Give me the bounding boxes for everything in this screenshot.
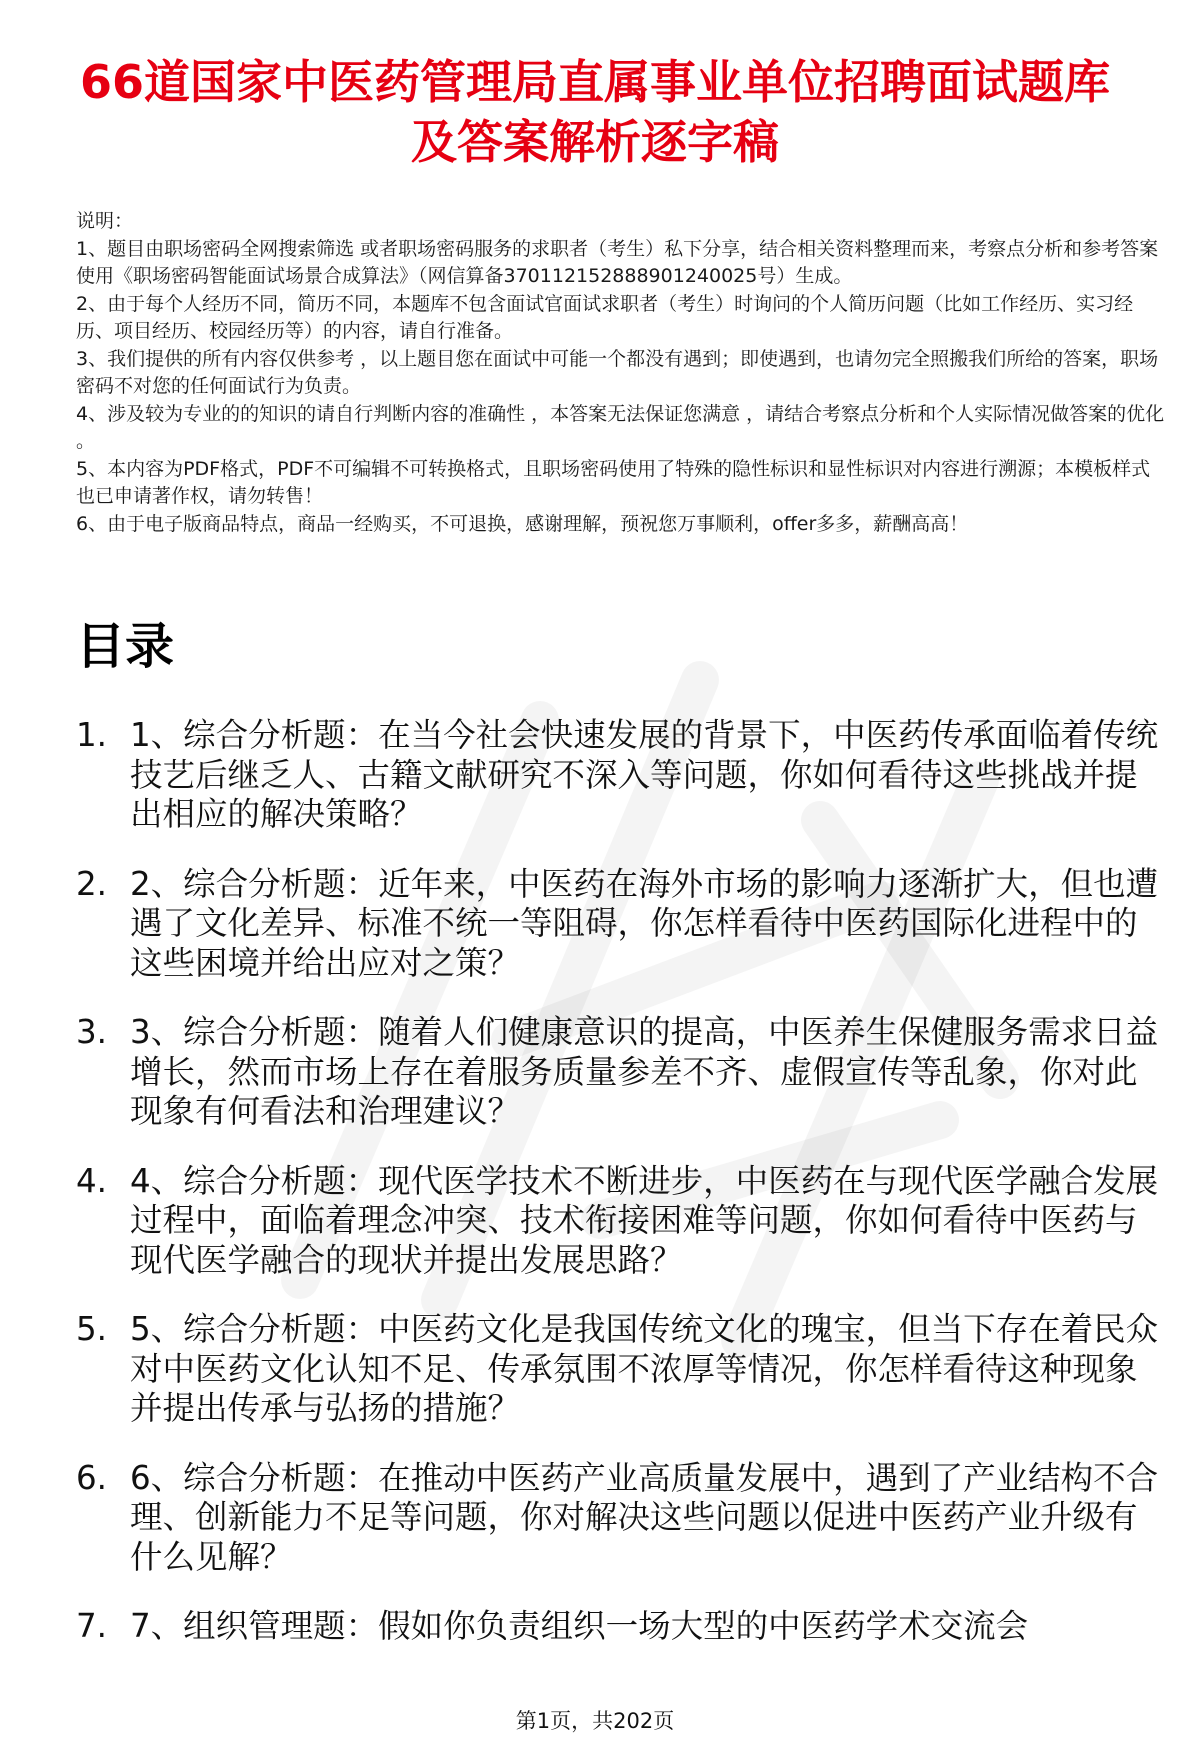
page-footer: 第1页，共202页 (515, 1709, 675, 1733)
toc-item[interactable] (76, 1162, 1166, 1281)
document-title: 66道国家中医药管理局直属事业单位招聘面试题库及答案解析逐字稿 (79, 55, 1110, 169)
note-item: 2、由于每个人经历不同，简历不同，本题库不包含面试官面试求职者（考生）时询问的个人简历问题（比如工作经历、实习经历、项目经历、校园经历等）的内容，请自行准备。 (76, 292, 1134, 342)
table-of-contents (76, 716, 1166, 1677)
toc-item-text: 2、综合分析题：近年来，中医药在海外市场的影响力逐渐扩大，但也遭遇了文化差异、标准不统一等阻碍，你怎样看待中医药国际化进程中的这些困境并给出应对之策？ (130, 864, 1159, 982)
toc-heading: 目录 (76, 618, 175, 675)
note-item: 3、我们提供的所有内容仅供参考 ，以上题目您在面试中可能一个都没有遇到；即使遇到，也请勿完全照搬我们所给的答案，职场密码不对您的任何面试行为负责。 (76, 347, 1159, 397)
toc-item-number: 3. (76, 1013, 108, 1051)
note-item: 6、由于电子版商品特点，商品一经购买，不可退换，感谢理解，预祝您万事顺利，offer多多，薪酬高高！ (76, 512, 969, 535)
toc-item-number: 5. (76, 1310, 108, 1348)
notes-heading: 说明： (76, 210, 134, 232)
note-item: 1、题目由职场密码全网搜索筛选 或者职场密码服务的求职者（考生）私下分享，结合相关资料整理而来，考察点分析和参考答案使用《职场密码智能面试场景合成算法》（网信算备370112152888901240025号）生成。 (76, 237, 1159, 287)
toc-item[interactable] (76, 1310, 1166, 1429)
toc-item[interactable] (76, 1013, 1166, 1132)
toc-item-text: 7、组织管理题：假如你负责组织一场大型的中医药学术交流会 (130, 1607, 1029, 1645)
toc-item[interactable] (76, 865, 1166, 984)
toc-item-number: 1. (76, 716, 108, 754)
toc-item-number: 6. (76, 1458, 108, 1497)
toc-item[interactable] (76, 1607, 1166, 1647)
toc-item-number: 2. (76, 864, 108, 903)
note-item: 5、本内容为PDF格式，PDF不可编辑不可转换格式，且职场密码使用了特殊的隐性标识和显性标识对内容进行溯源；本模板样式也已申请著作权，请勿转售！ (76, 457, 1151, 507)
toc-item[interactable] (76, 1459, 1166, 1578)
toc-item-text: 4、综合分析题：现代医学技术不断进步，中医药在与现代医学融合发展过程中，面临着理念冲突、技术衔接困难等问题，你如何看待中医药与现代医学融合的现状并提出发展思路？ (130, 1161, 1159, 1279)
note-item: 4、涉及较为专业的的知识的请自行判断内容的准确性 ，本答案无法保证您满意 ，请结合考察点分析和个人实际情况做答案的优化 。 (76, 402, 1165, 452)
toc-item-text: 5、综合分析题：中医药文化是我国传统文化的瑰宝，但当下存在着民众对中医药文化认知不足、传承氛围不浓厚等情况，你怎样看待这种现象并提出传承与弘扬的措施？ (130, 1310, 1159, 1427)
toc-item-number: 4. (76, 1161, 108, 1200)
toc-item[interactable] (76, 716, 1166, 835)
toc-item-number: 7. (76, 1607, 108, 1645)
notes-section (76, 208, 1166, 538)
toc-item-text: 6、综合分析题：在推动中医药产业高质量发展中，遇到了产业结构不合理、创新能力不足等问题，你对解决这些问题以促进中医药产业升级有什么见解？ (130, 1458, 1159, 1576)
toc-item-text: 3、综合分析题：随着人们健康意识的提高，中医养生保健服务需求日益增长，然而市场上存在着服务质量参差不齐、虚假宣传等乱象，你对此现象有何看法和治理建议？ (130, 1013, 1159, 1130)
toc-item-text: 1、综合分析题：在当今社会快速发展的背景下，中医药传承面临着传统技艺后继乏人、古籍文献研究不深入等问题，你如何看待这些挑战并提出相应的解决策略？ (130, 716, 1159, 833)
